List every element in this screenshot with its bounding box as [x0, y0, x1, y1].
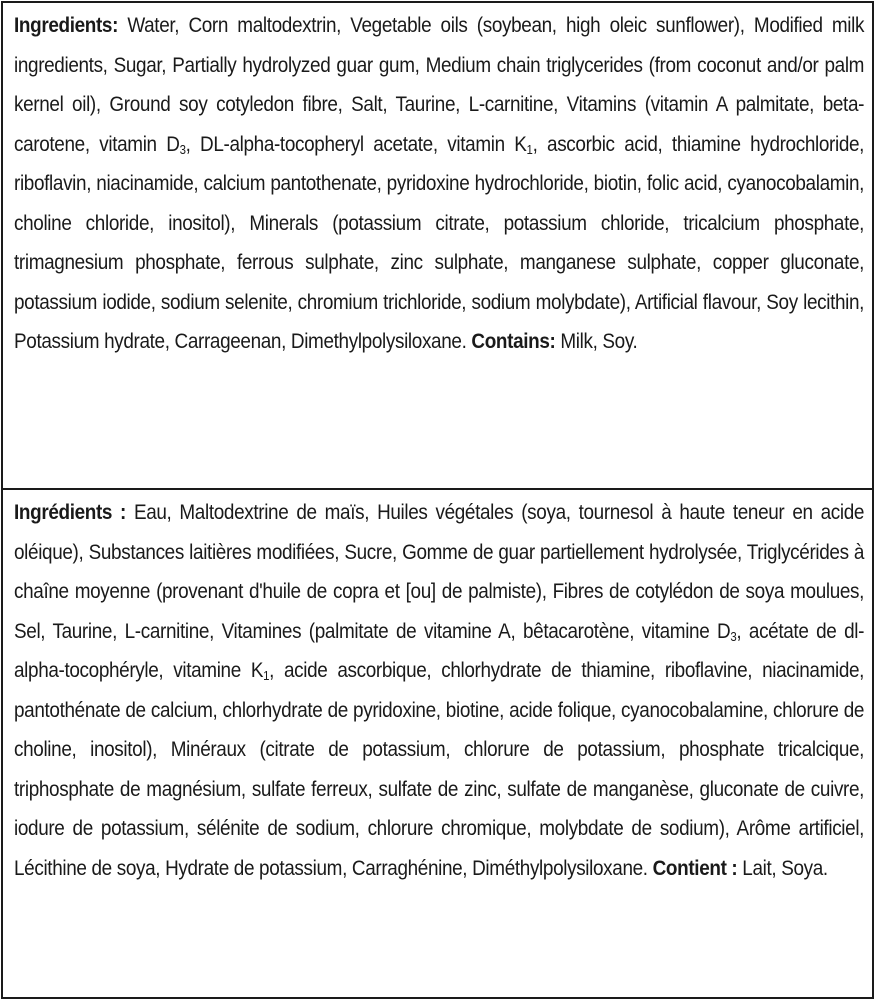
- french-vitamin-k-subscript: 1: [263, 668, 270, 683]
- ingredients-label-panel: [1, 1, 874, 999]
- english-ingredients-heading: Ingredients:: [14, 13, 119, 37]
- english-vitamin-d-subscript: 3: [179, 141, 186, 157]
- french-ingredients-text-part-1: Eau, Maltodextrine de maïs, Huiles végétales (soya, tournesol à haute teneur en acide oléique), Substances laitières modifiées, Sucre, Gomme de guar partiellement hydrolysée, Triglycérides à chaîne moyenne (provenant d'huile de copra et [ou] de palmiste), Fibres de cotylédon de soya moulues, Sel, Taurine, L-carnitine, Vitamines (palmitate de vitamine A, bêtacarotène, vitamine D: [14, 500, 865, 643]
- french-vitamin-d-subscript: 3: [730, 628, 737, 644]
- english-ingredients-text-part-2: , DL-alpha-tocopheryl acetate, vitamin K: [185, 131, 527, 156]
- english-ingredients-text-part-1: Water, Corn maltodextrin, Vegetable oils (soybean, high oleic sunflower), Modified milk ingredients, Sugar, Partially hydrolyzed guar gum, Medium chain triglycerides (from coconut and/or palm kernel oil), Ground soy cotyledon fibre, Salt, Taurine, L-carnitine, Vitamins (vitamin A palmitate, beta-carotene, vitamin D: [14, 13, 865, 156]
- english-allergens-text: Milk, Soy.: [560, 329, 638, 353]
- english-ingredients-paragraph: [14, 6, 864, 362]
- french-allergens-text: Lait, Soya.: [742, 855, 828, 880]
- french-ingredients-paragraph: [14, 493, 864, 888]
- french-contains-label: Contient :: [652, 855, 738, 880]
- english-ingredients-text-part-3: , ascorbic acid, thiamine hydrochloride, riboflavin, niacinamide, calcium pantothenate, pyridoxine hydrochloride, biotin, folic acid, cyanocobalamin, choline chloride, inositol), Minerals (potassium citrate, potassium chloride, tricalcium phosphate, trimagnesium phosphate, ferrous sulphate, zinc sulphate, manganese sulphate, copper gluconate, potassium iodide, sodium selenite, chromium trichloride, sodium molybdate), Artificial flavour, Soy lecithin, Potassium hydrate, Carrageenan, Dimethylpolysiloxane.: [14, 131, 865, 353]
- english-vitamin-k-subscript: 1: [526, 141, 533, 157]
- language-divider: [3, 488, 872, 490]
- french-ingredients-heading: Ingrédients :: [14, 500, 126, 524]
- english-contains-label: Contains:: [471, 329, 556, 353]
- french-ingredients-text-part-3: , acide ascorbique, chlorhydrate de thiamine, riboflavine, niacinamide, pantothénate de calcium, chlorhydrate de pyridoxine, biotine, acide folique, cyanocobalamine, chlorure de choline, inositol), Minéraux (citrate de potassium, chlorure de potassium, phosphate tricalcique, triphosphate de magnésium, sulfate ferreux, sulfate de zinc, sulfate de manganèse, gluconate de cuivre, iodure de potassium, sélénite de sodium, chlorure chromique, molybdate de sodium), Arôme artificiel, Lécithine de soya, Hydrate de potassium, Carraghénine, Diméthylpolysiloxane.: [14, 658, 865, 880]
- french-ingredients-text-part-2: , acétate de dl-alpha-tocophéryle, vitamine K: [14, 618, 865, 682]
